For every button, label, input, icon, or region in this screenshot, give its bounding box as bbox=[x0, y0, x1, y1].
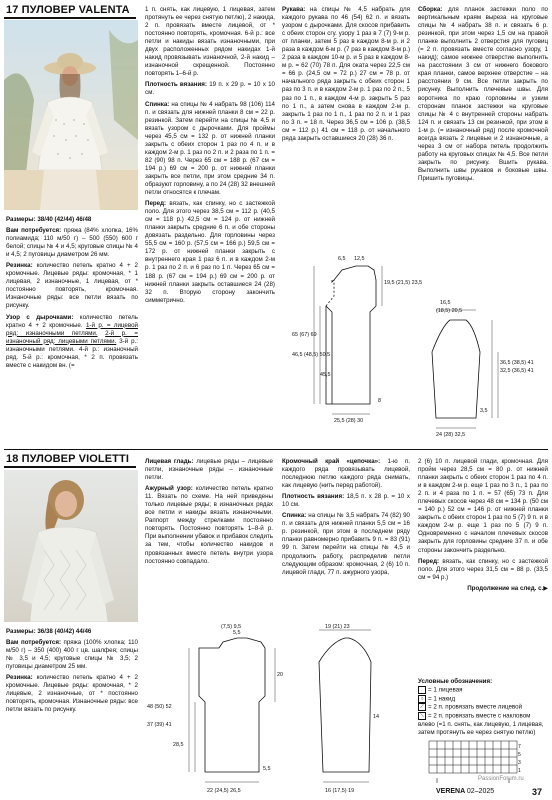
sec17-rib3: Изнаночные ряды: все петли вязать по рисунку. bbox=[6, 294, 138, 310]
sec18-col3 bbox=[282, 458, 410, 580]
sec17-materials: пряжа (84% хлопка, 16% полиамида; 110 м/50 г) – 500 (550) 600 г белой; спицы № 4 и 4,5; круговые спицы № 4 и 4,5; 2 пуговицы диаметром 26 мм. bbox=[6, 227, 138, 259]
sec17-sleeves: на спицы № 4,5 набрать для каждого рукава по 46 (54) 62 п. и вязать узором с дырочками. Для скосов прибавить с обеих сторон сгу. узору 1 раз в 7 (7) 9-м р. от планки, затем 5 раз в каждом 8-м р. и 2 раза в каждом 6-м р. (7 раз в каждом 8-м р.) 2 раза в каждом 10-м р. и 5 раз в каждом 8-м р. = 62 (70) 78 п. Для оката через 22,5 см = 66 р. (24,5 см = 72 р.) 27 см = 78 р. от начального ряда закрыть с обеих сторон 1 раз по 3 п. и в каждом 2-м р. 1 раз по 2 п., 5 раз по 1 п., в каждом 4-м р. закрыть 5 раз по 1 п., а затем снова в каждом 2-м р. закрыть 1 раз по 1 п., 1 раз по 2 п. и 1 раз по 3 п. = 18 п. Через 36,5 см = 106 р. (38,5 см = 112 р.) 41 см = 118 р. от начального ряда закрыть оставшиеся 20 (28) 36 п. bbox=[282, 6, 410, 142]
d18-sleeve-label-2: 16 (17,5) 19 bbox=[325, 788, 355, 794]
d17-sleeve-label-4: 3,5 bbox=[480, 408, 488, 414]
sec18-edge-label: Кромочный край «цепочка»: bbox=[282, 458, 381, 465]
sec18-materials: пряжа (100% хлопка; 110 м/50 г) – 350 (400) 400 г цв. шалфея; спицы № 3,5 и 4,5; круговые спицы № 3,5; 2 пуговицы диаметром 25 мм. bbox=[6, 639, 138, 671]
d17-sleeve-label-0: 16,5 bbox=[440, 300, 451, 306]
legend bbox=[418, 678, 548, 737]
sec17-col3 bbox=[282, 6, 410, 146]
sec18-density: 18,5 п. х 28 р. = 10 х 10 см. bbox=[282, 493, 410, 509]
sec17-lace-r2: 2-й р. = изнаночный ряд: лицевыми петлями. bbox=[6, 329, 138, 345]
sec18-rib3: Изнаночные ряды: все петли вязать по рисунку. bbox=[6, 698, 138, 714]
ssk-symbol-icon: ⟍ bbox=[418, 712, 426, 720]
svg-text:5: 5 bbox=[518, 752, 521, 758]
d17-label-1: 12,5 bbox=[354, 256, 365, 262]
sec18-col1 bbox=[6, 628, 138, 717]
sec18-materials-label: Вам потребуется: bbox=[6, 639, 62, 647]
sec18-back: на спицы № 3,5 набрать 74 (82) 90 п. и связать для нижней планки 5,5 см = 16 р. резинкой, при этом в последнем ряду планки равномерно прибавить 9 п. = 83 (91) 99 п. Затем перейти на спицы № 4,5 и продолжить работу, распределив петли следующим образом: кромочная, 2 (6) 10 п. лицевой глади, 77 п. ажурного узора, bbox=[282, 512, 410, 576]
sec18-rib-label: Резинка: bbox=[6, 674, 33, 682]
sec18-front-label: Перед: bbox=[418, 557, 440, 565]
sec18-front: вязать, как спинку, но с застежкой поло. Для этого через 31,5 см = 88 р. (33,5 см = 94 р.) bbox=[418, 557, 548, 581]
sec18-lace: количество петель кратно 11. Вязать по схеме. На ней приведены только лицевые ряды; в изнаночных рядах все петли и накиды вязать изнаночными. Раппорт между стрелками постоянно повторять. Постоянно повторять 1–8-й р. При выполнении убавок и прибавок следить за тем, чтобы количество накидов и провязанных вместе петель внутри узора постоянно совпадало. bbox=[145, 485, 273, 565]
sec18-lace-label: Ажурный узор: bbox=[145, 485, 193, 493]
photo-model-17 bbox=[4, 20, 138, 210]
section-17-title: 17 ПУЛОВЕР VALENTA bbox=[6, 4, 130, 16]
sec18-density-label: Плотность вязания: bbox=[282, 493, 345, 501]
d17-label-7: 25,5 (28) 30 bbox=[334, 418, 364, 424]
sec18-col2 bbox=[145, 458, 273, 569]
d18-label-2: 20 bbox=[277, 672, 283, 678]
d18-sleeve-label-0: 19 (21) 23 bbox=[325, 624, 350, 630]
sec17-density-label: Плотность вязания: bbox=[145, 81, 207, 89]
sec17-col2 bbox=[145, 6, 275, 308]
sec17-lace: количество петель кратно 4 + 2 кромочные. bbox=[6, 313, 138, 329]
legend-item-yo: ○ = 1 накид bbox=[418, 695, 548, 704]
sec17-lace-r3: 3-й р.: изнаночными петлями. bbox=[6, 337, 138, 353]
sec17-rib2: Лицевые ряды: кромочная, * 1 лицевая, 2 изнаночные, 1 лицевая, от * постоянно повторять, кромочная. bbox=[6, 270, 138, 294]
d17-label-4: 45,5 bbox=[320, 372, 331, 378]
sec17-lace-r4: 4-й р.: изнаночный ряд. bbox=[6, 345, 138, 361]
sec17-assembly-label: Сборка: bbox=[418, 6, 443, 13]
sec17-back: на спицы № 4 набрать 98 (106) 114 п. и связать для нижней планки 8 см = 22 р. резинкой. Затем перейти на спицы № 4,5 и вязать узором с дырочками. Для проймы через 45,5 см = 132 р. от нижней планки закрыть с обеих сторон 1 раз по 4 п. и в каждом 2-м р. 1 раз по 2 п. и 2 раза по 1 п. = 82 (90) 98 п. Через 65 см = 188 р. (67 см = 194 р.) 69 см = 200 р. от нижней планки закрыть все петли, при этом средние 34 п. образуют горловину, а по 24 (28) 32 внешней петли относятся к плечам. bbox=[145, 100, 275, 197]
section-18-rule bbox=[4, 466, 136, 468]
d18-sleeve-label-1: 14 bbox=[373, 714, 379, 720]
watermark: PassionForum.ru bbox=[478, 776, 524, 782]
legend-item-k2tog: ⟋ = 2 п. провязать вместе лицевой bbox=[418, 703, 548, 712]
sec17-materials-label: Вам потребуется: bbox=[6, 227, 62, 235]
d17-sleeve-label-1: (18,5) 20,5 bbox=[436, 308, 463, 314]
legend-item-ssk: ⟍ = 2 п. провязать вместе с накловом влево (=1 п. снять, как лицевую, 1 лицевая, затем протянуть ее через снятую петлю) bbox=[418, 712, 544, 736]
d18-label-0: 5,5 bbox=[233, 630, 241, 636]
k2tog-symbol-icon: ⟋ bbox=[418, 703, 426, 711]
d17-sleeve-label-3: 36,5 (38,5) 41 bbox=[500, 360, 534, 366]
sec18-stock-label: Лицевая гладь: bbox=[145, 458, 194, 465]
d18-label-4: 28,5 bbox=[173, 742, 184, 748]
d17-label-2: 19,5 (21,5) 23,5 bbox=[384, 280, 423, 286]
sec18-stock: лицевые ряды – лицевые петли, изнаночные ряды – изнаночные петли. bbox=[145, 458, 273, 482]
d17-sleeve-label-5: 24 (28) 32,5 bbox=[436, 432, 466, 438]
sec17-back-label: Спинка: bbox=[145, 100, 170, 108]
d18-label-7: 22 (24,5) 26,5 bbox=[207, 788, 241, 794]
sec18-col4 bbox=[418, 458, 548, 596]
section-18-rule-top bbox=[4, 449, 548, 450]
sec17-sizes: Размеры: 38/40 (42/44) 46/48 bbox=[6, 216, 92, 223]
schematic-18 bbox=[145, 622, 415, 800]
sec17-lace-r5: 5-й р.: кромочная, * 2 п. провязать вместе с накидом вн. (= bbox=[6, 353, 138, 369]
sec18-rib: количество петель кратно 4 + 2 кромочные. bbox=[6, 674, 138, 690]
sec17-col2-a: 1 п. снять, как лицевую, 1 лицевая, затем протянуть ее через снятую петлю), 2 накида, 2 п. провязать вместе лицевой, от * постоянно повторять, кромочная. bbox=[145, 6, 275, 38]
legend-item-knit: = 1 лицевая bbox=[418, 686, 548, 695]
d17-label-5: 65 (67) 69 bbox=[292, 332, 317, 338]
legend-title: Условные обозначения: bbox=[418, 678, 493, 685]
knit-symbol-icon bbox=[418, 686, 426, 694]
sec18-sizes: Размеры: 36/38 (40/42) 44/46 bbox=[6, 628, 92, 635]
sec17-front: вязать, как спинку, но с застежкой поло. Для этого через 38,5 см = 112 р. (40,5 см = 118 р.) 42,5 см = 124 р. от нижней планки закрыть средние 6 п. и обе стороны довязать раздельно. Для горловины через 55,5 см = 160 р. (57,5 см = 166 р.) 59,5 см = 172 р. от нижней планки закрыть с внутреннего края 1 раз 6 п. и в каждом 2-м р. 1 раз по 2 п. и 6 раз по 1 п. Через 65 см = 188 р. (67 см = 194 р.) 69 см = 200 р. от нижней планки закрыть оставшиеся 24 (28) 32 п. Вторую сторону закончить симметрично. bbox=[145, 200, 275, 304]
sec17-assembly: для планок застежки поло по вертикальным краям выреза на круговые спицы № 4 набрать 38 п. и связать 6 р. резинкой, при этом через 1,5 см на правой планке выполнить 2 отверстия для пуговиц (= 2 п. провязать вместе согласно узору, 1 накид); самое нижнее отверстие выполнить на расстоянии 3 см от нижнего бокового края планки, самое верхнее отверстие – на расстоянии 9 см. Все петли закрыть по рисунку. Выполнить плечевые швы. Для воротника по краю горловины и узким сторонам планок застежки на круговые спицы № 4 с внутренней стороны набрать 124 п. и связать 13 см резинкой, при этом в 1-м р. (= изнаночный ряд) после кромочной всегда вязать 2 лицевые и 2 изнаночные, а через 3 см от набора петель продолжить работу на круговых спицах № 4,5. Все петли закрыть по рисунку. Вшить рукава. Выполнить швы рукавов и боковые швы. Пришить пуговицы. bbox=[418, 6, 548, 182]
footer-magazine: VERENA 02–2025 bbox=[436, 788, 495, 795]
sec17-col2-a2: 6-й р.: все петли и накиды вязать изнаночными, при двух расположенных рядом накидах 1-й накид провязывать изнаночной, 2-й накид – изнаночной скрещенной. Постоянно повторять 1–6-й р. bbox=[145, 30, 275, 78]
photo-model-18 bbox=[4, 470, 138, 622]
svg-text:3: 3 bbox=[518, 760, 521, 766]
sec17-rib: количество петель кратно 4 + 2 кромочные. bbox=[6, 262, 138, 278]
d17-label-3: 46,5 (48,5) 50,5 bbox=[292, 352, 331, 358]
sec17-col1 bbox=[6, 216, 138, 373]
sec18-col4-text: 2 (6) 10 п. лицевой глади, кромочная. Для пройм через 28,5 см = 80 р. от нижней планки закрыть с обеих сторон 1 раз по 4 п. и в каждом 2-м р. еще 1 раз по 3 п., 1 раз по 2 п. и 4 раза по 1 п. = 57 (65) 73 п. Для плечевых скосов через 48 см = 134 р. (50 см = 140 р.) 52 см = 146 р. от нижней планки закрыть с обеих сторон 1 раз по 5 (7) 9 п. и в каждом 2-м р. еще 1 раз по 5 (7) 9 п. Одновременно с началом плечевых скосов закрыть для горловины средние 37 п. и обе стороны закончить раздельно. bbox=[418, 458, 548, 554]
d18-label-3: 37 (39) 41 bbox=[147, 722, 172, 728]
sec18-continued: Продолжение на след. с.▶ bbox=[467, 584, 548, 592]
d17-label-6: 8 bbox=[378, 398, 381, 404]
yarn-over-symbol-icon: ○ bbox=[418, 695, 426, 703]
d17-sleeve-label-2: 32,5 (36,5) 41 bbox=[500, 368, 534, 374]
d18-label-6: 5,5 bbox=[263, 766, 271, 772]
sec17-density: 19 п. х 29 р. = 10 х 10 см. bbox=[145, 81, 275, 97]
d18-label-1: (7,5) 9,5 bbox=[221, 624, 242, 630]
sec17-col4 bbox=[418, 6, 548, 186]
section-17-rule bbox=[4, 17, 136, 19]
footer-page-number: 37 bbox=[532, 787, 543, 797]
sec17-rib-label: Резинка: bbox=[6, 262, 33, 270]
section-18-title: 18 ПУЛОВЕР VIOLETTI bbox=[6, 453, 129, 465]
schematic-17 bbox=[290, 236, 552, 440]
d18-label-5: 48 (50) 52 bbox=[147, 704, 172, 710]
d17-label-0: 6,5 bbox=[338, 256, 346, 262]
sec17-front-label: Перед: bbox=[145, 200, 167, 208]
sec18-rib2: Лицевые ряды: кромочная, * 2 лицевые, 2 изнаночные, от * постоянно повторять, кромочная. bbox=[6, 682, 138, 706]
svg-text:7: 7 bbox=[518, 744, 521, 750]
sec18-back-label: Спинка: bbox=[282, 512, 307, 520]
sec17-lace-r1: 1-й р. = лицевой ряд: изнаночными петлями. bbox=[6, 321, 138, 337]
sec17-lace-label: Узор с дырочками: bbox=[6, 313, 74, 321]
sec18-edge: 1-ю п. каждого ряда провязывать лицевой, последнюю петлю каждого ряда снимать, как лицевую (нить перед работой). bbox=[282, 458, 410, 490]
svg-text:1: 1 bbox=[518, 768, 521, 774]
sec17-sleeves-label: Рукава: bbox=[282, 6, 306, 13]
